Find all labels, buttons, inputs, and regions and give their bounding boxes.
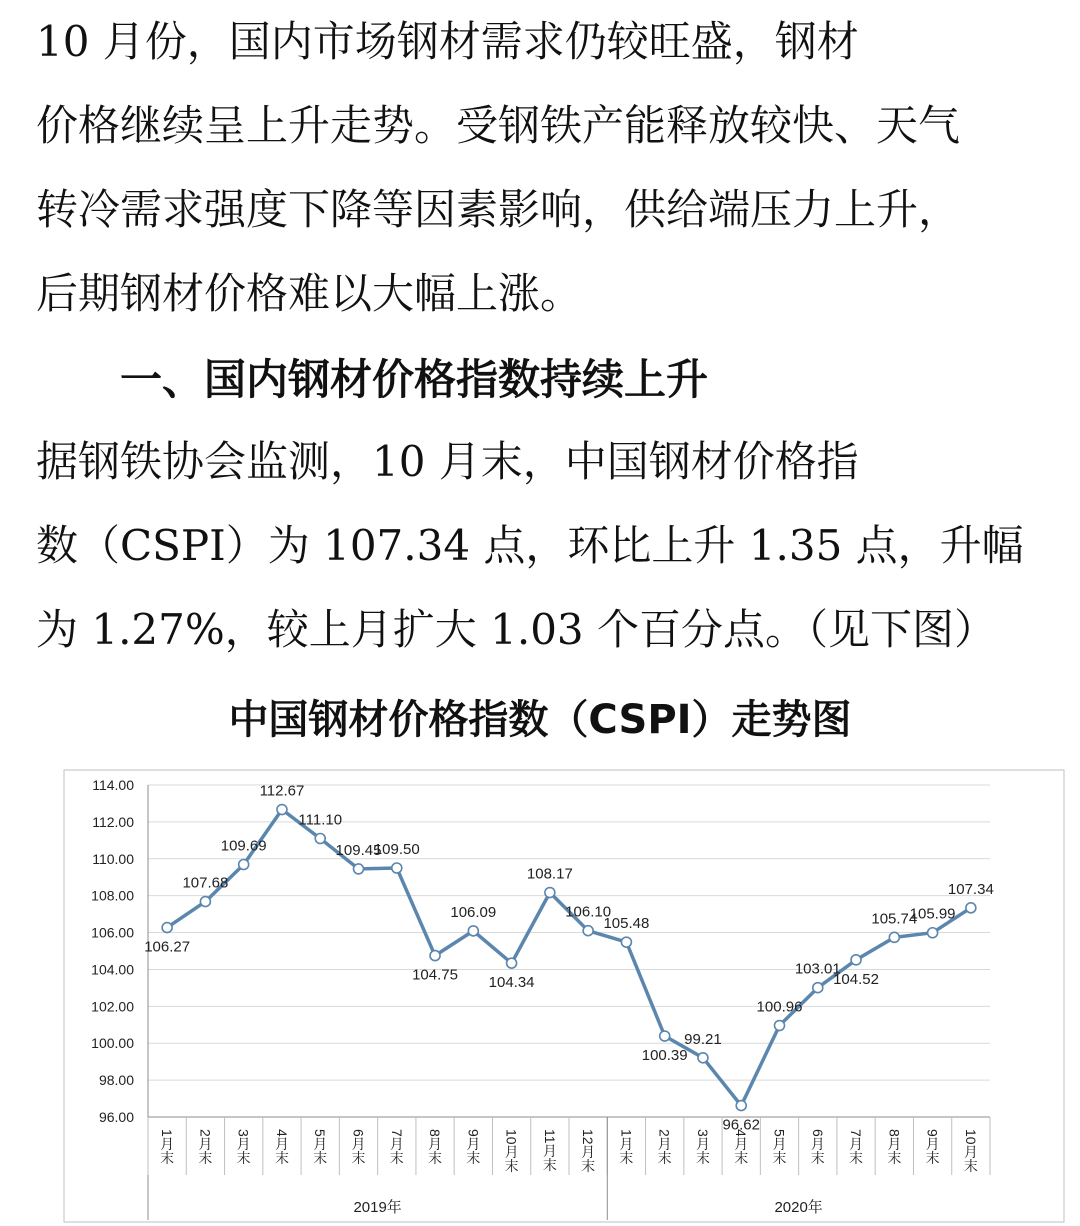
data-point <box>851 955 861 965</box>
series-line <box>167 810 971 1106</box>
data-point <box>392 863 402 873</box>
data-point <box>315 833 325 843</box>
data-point <box>775 1021 785 1031</box>
x-tick-label: 3月末 <box>694 1129 711 1165</box>
para1-line: 后期钢材价格难以大幅上涨。 <box>36 269 583 318</box>
data-label: 109.45 <box>335 841 382 859</box>
x-tick-label: 10月末 <box>962 1129 979 1173</box>
x-tick-label: 9月末 <box>465 1129 482 1165</box>
data-point <box>698 1053 708 1063</box>
data-point <box>277 805 287 815</box>
x-tick-label: 1月末 <box>159 1129 176 1165</box>
data-label: 104.34 <box>488 974 535 992</box>
y-tick-label: 98.00 <box>98 1072 134 1089</box>
y-tick-label: 114.00 <box>92 777 134 793</box>
data-label: 99.21 <box>684 1030 722 1048</box>
x-tick-label: 6月末 <box>350 1129 367 1165</box>
x-tick-label: 2月末 <box>656 1129 673 1165</box>
x-tick-label: 6月末 <box>809 1129 826 1165</box>
x-tick-label: 5月末 <box>771 1129 788 1165</box>
data-label: 106.27 <box>144 938 191 956</box>
x-tick-label: 7月末 <box>388 1129 405 1165</box>
para2-line: 据钢铁协会监测，10 月末，中国钢材价格指 <box>36 437 859 486</box>
para2-line: 为 1.27%，较上月扩大 1.03 个百分点。（见下图） <box>36 605 996 654</box>
data-label: 105.48 <box>603 915 650 933</box>
data-point <box>545 888 555 898</box>
data-label: 107.68 <box>182 874 229 892</box>
data-label: 106.09 <box>450 903 497 921</box>
y-tick-label: 110.00 <box>92 850 134 867</box>
data-point <box>889 932 899 942</box>
group-label: 2020年 <box>774 1199 823 1216</box>
x-tick-label: 7月末 <box>848 1129 865 1165</box>
chart-title: 中国钢材价格指数（CSPI）走势图 <box>228 697 852 743</box>
data-label: 108.17 <box>526 865 573 883</box>
data-point <box>468 926 478 936</box>
data-point <box>621 937 631 947</box>
data-label: 107.34 <box>947 880 994 898</box>
data-label: 105.74 <box>871 910 918 928</box>
data-label: 100.96 <box>756 998 803 1016</box>
y-tick-label: 112.00 <box>92 813 134 830</box>
section-heading: 一、国内钢材价格指数持续上升 <box>120 355 709 404</box>
data-label: 106.10 <box>565 903 612 921</box>
y-tick-label: 96.00 <box>98 1109 134 1125</box>
para1-line: 10 月份，国内市场钢材需求仍较旺盛，钢材 <box>36 17 859 66</box>
y-tick-label: 104.00 <box>91 961 134 978</box>
data-point <box>966 903 976 913</box>
data-point <box>928 928 938 938</box>
x-tick-label: 8月末 <box>886 1129 903 1165</box>
data-point <box>583 926 593 936</box>
y-tick-label: 102.00 <box>91 998 134 1015</box>
data-point <box>507 958 517 968</box>
x-tick-label: 10月末 <box>503 1129 520 1173</box>
x-tick-label: 12月末 <box>580 1129 597 1173</box>
para1-line: 价格继续呈上升走势。受钢铁产能释放较快、天气 <box>36 101 961 150</box>
x-tick-label: 11月末 <box>541 1129 558 1172</box>
x-tick-label: 5月末 <box>312 1129 329 1165</box>
para1-line: 转冷需求强度下降等因素影响，供给端压力上升， <box>36 185 961 234</box>
x-tick-label: 2月末 <box>197 1129 214 1165</box>
chart-frame <box>64 770 1064 1222</box>
data-label: 111.10 <box>298 811 343 829</box>
data-point <box>736 1101 746 1111</box>
data-label: 96.62 <box>722 1116 761 1134</box>
para2-line: 数（CSPI）为 107.34 点，环比上升 1.35 点，升幅 <box>36 521 1024 570</box>
data-point <box>200 897 210 907</box>
y-tick-label: 108.00 <box>91 887 134 904</box>
x-tick-label: 4月末 <box>273 1129 290 1165</box>
data-label: 104.52 <box>833 970 879 988</box>
group-label: 2019年 <box>353 1199 402 1216</box>
data-label: 100.39 <box>641 1047 688 1065</box>
data-label: 109.69 <box>220 837 267 855</box>
data-label: 112.67 <box>259 782 305 800</box>
data-point <box>813 983 823 993</box>
x-tick-label: 3月末 <box>235 1129 252 1165</box>
data-point <box>354 864 364 874</box>
x-tick-label: 8月末 <box>427 1129 444 1165</box>
x-tick-label: 9月末 <box>924 1129 941 1165</box>
x-tick-label: 4月末 <box>733 1129 750 1165</box>
x-tick-label: 1月末 <box>618 1129 635 1165</box>
data-label: 104.75 <box>412 966 458 984</box>
data-label: 105.99 <box>909 905 956 923</box>
data-point <box>430 951 440 961</box>
data-point <box>239 859 249 869</box>
data-point <box>660 1031 670 1041</box>
data-label: 109.50 <box>373 841 420 858</box>
y-tick-label: 100.00 <box>91 1035 134 1052</box>
data-label: 103.01 <box>794 960 841 978</box>
data-point <box>162 923 172 933</box>
y-tick-label: 106.00 <box>91 924 134 941</box>
